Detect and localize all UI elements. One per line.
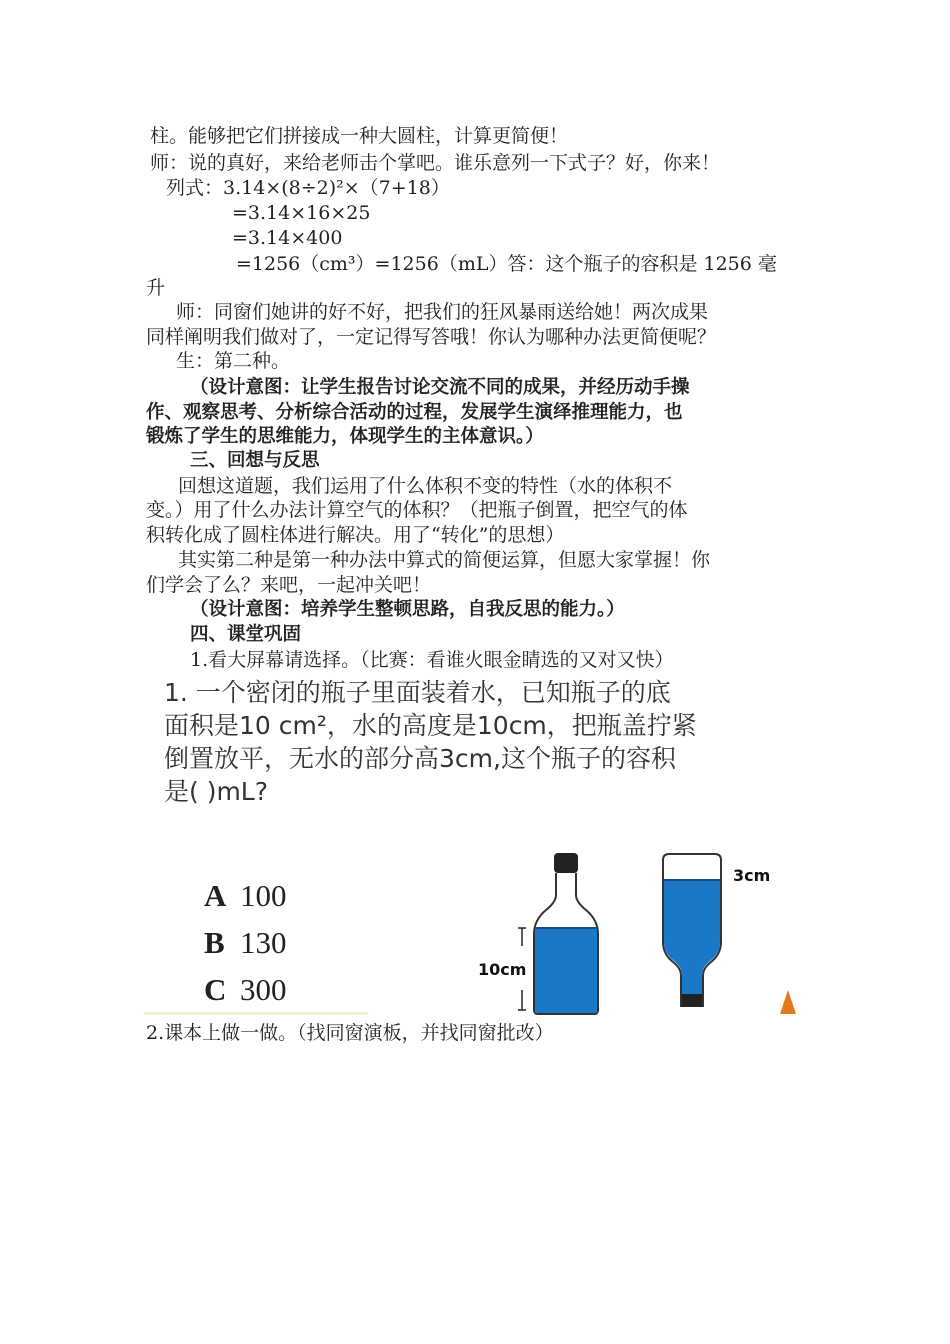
slide-edge — [144, 1012, 368, 1015]
section-heading: 四、课堂巩固 — [190, 624, 302, 645]
option-letter: C — [204, 972, 227, 1007]
water — [664, 880, 720, 994]
text-line: 变。）用了什么办法计算空气的体积？（把瓶子倒置，把空气的体 — [146, 499, 688, 521]
design-intent-note: 锻炼了学生的思维能力，体现学生的主体意识。） — [146, 426, 544, 447]
text-line: 列式：3.14×(8÷2)²×（7+18） — [166, 177, 450, 199]
inverted-bottle-figure — [655, 850, 730, 1010]
question-line: 1. 一个密闭的瓶子里面装着水，已知瓶子的底 — [164, 678, 671, 707]
text-line: =1256（cm³）=1256（mL）答：这个瓶子的容积是 1256 毫 — [236, 253, 777, 275]
text-line: 2.课本上做一做。（找同窗演板，并找同窗批改） — [146, 1022, 554, 1044]
option-a — [204, 876, 287, 916]
text-line: =3.14×400 — [232, 227, 343, 249]
option-letter: A — [204, 878, 227, 913]
text-line: 生：第二种。 — [176, 350, 291, 372]
question-line: 是( )mL? — [164, 777, 269, 806]
bottle-cap — [554, 853, 578, 873]
text-line: =3.14×16×25 — [232, 202, 371, 224]
water — [535, 928, 597, 1013]
text-line: 柱。能够把它们拼接成一种大圆柱，计算更简便！ — [150, 125, 569, 147]
question-line: 面积是10 cm²，水的高度是10cm，把瓶盖拧紧 — [164, 711, 697, 740]
option-value: 300 — [240, 972, 287, 1007]
option-value: 130 — [240, 925, 287, 960]
text-line: 师：说的真好，来给老师击个掌吧。谁乐意列一下式子？好，你来！ — [150, 152, 721, 174]
text-line: 升 — [146, 277, 166, 299]
label-10cm: 10cm — [478, 960, 527, 979]
text-line: 积转化成了圆柱体进行解决。用了“转化”的思想） — [146, 524, 565, 546]
bottle-cap — [682, 994, 702, 1007]
design-intent-note: 作、观察思考、分析综合活动的过程，发展学生演绎推理能力，也 — [146, 402, 683, 423]
option-b — [204, 923, 287, 963]
label-3cm: 3cm — [733, 866, 771, 885]
text-line: 同样阐明我们做对了，一定记得写答哦！你认为哪种办法更简便呢？ — [146, 326, 717, 348]
decorative-mark — [776, 988, 800, 1016]
design-intent-note: （设计意图：培养学生整顿思路，自我反思的能力。） — [190, 599, 625, 620]
option-letter: B — [204, 925, 225, 960]
text-line: 其实第二种是第一种办法中算式的简便运算，但愿大家掌握！你 — [178, 549, 711, 571]
text-line: 师：同窗们她讲的好不好，把我们的狂风暴雨送给她！两次成果 — [176, 301, 709, 323]
option-c — [204, 970, 287, 1010]
text-line: 回想这道题，我们运用了什么体积不变的特性（水的体积不 — [178, 475, 673, 497]
upright-bottle-figure — [510, 850, 620, 1016]
text-line: 们学会了么？来吧，一起冲关吧！ — [146, 574, 432, 596]
question-line: 倒置放平，无水的部分高3cm,这个瓶子的容积 — [164, 744, 676, 773]
section-heading: 三、回想与反思 — [190, 450, 320, 471]
option-value: 100 — [240, 878, 287, 913]
text-line: 1.看大屏幕请选择。（比赛：看谁火眼金睛选的又对又快） — [190, 649, 674, 671]
design-intent-note: （设计意图：让学生报告讨论交流不同的成果，并经历动手操 — [190, 377, 690, 398]
